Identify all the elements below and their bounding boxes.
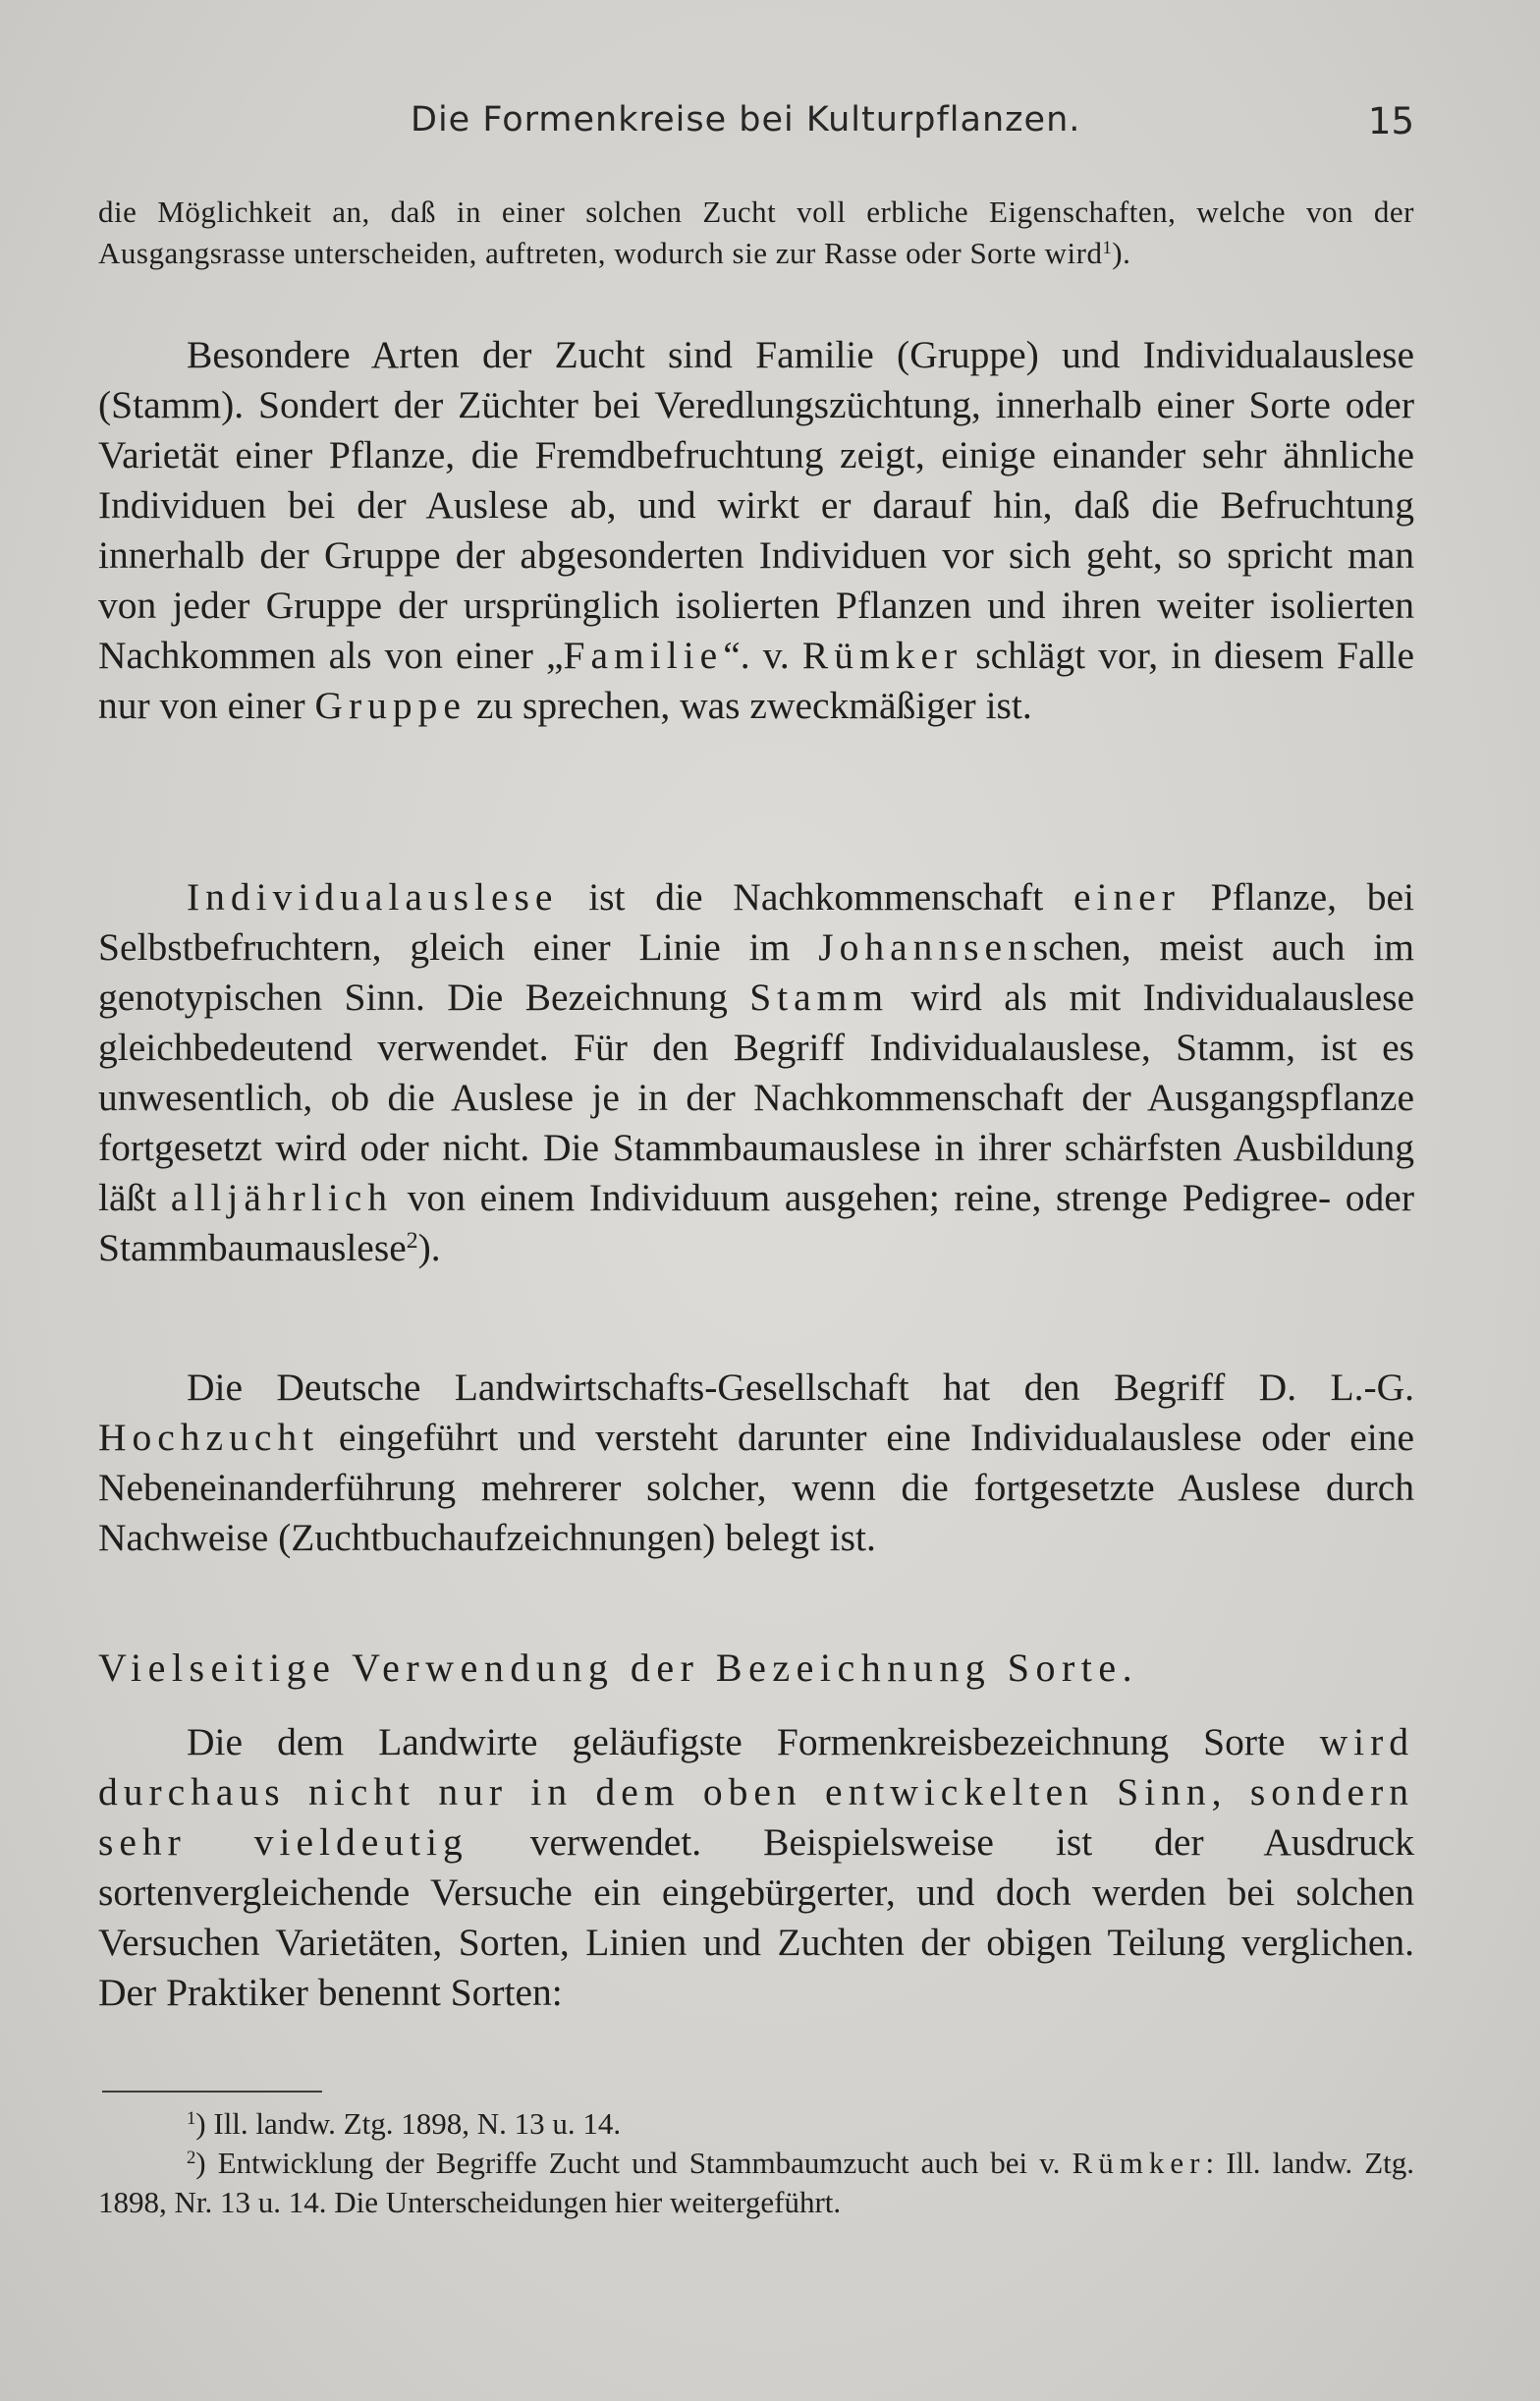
paragraph-continued: [98, 192, 1414, 273]
paragraph-text: “. v.: [723, 634, 802, 677]
paragraph-text: Pflanze, bei Selbstbefruchtern, gleich einer Linie im: [98, 875, 1415, 969]
page-number: 15: [1367, 100, 1414, 142]
footnotes: [98, 2104, 1414, 2222]
paragraph-text: ist die Nachkommenschaft: [558, 875, 1073, 919]
spaced-term-hochzucht: Hochzucht: [98, 1416, 320, 1459]
spaced-phrase: wird durchaus nicht nur in dem oben entwickelten Sinn, sondern sehr vieldeutig: [98, 1720, 1414, 1864]
paragraph-text: eingeführt und versteht darunter eine Individualauslese oder eine Nebeneinanderführung mehrerer solcher, wenn die fortgesetzte Auslese durch Nachweise (Zuchtbuchaufzeichnungen) belegt ist.: [98, 1416, 1414, 1559]
spaced-word-familie: Familie: [563, 634, 724, 677]
paragraph-text: wird als mit Individualauslese gleichbedeutend verwendet. Für den Begriff Individualauslese, Stamm, ist es unwesentlich, ob die Auslese je in der Nachkommenschaft der Ausgangspflanze fortgesetzt wird oder nicht. Die Stammbaumauslese in ihrer schärfsten Ausbildung läßt: [98, 976, 1414, 1219]
paragraph-individualauslese: [98, 872, 1414, 1273]
spaced-name-johannsen: Johannsen: [818, 925, 1033, 969]
spaced-term-individualauslese: Individualauslese: [187, 875, 559, 919]
footnote-marker: 1: [187, 2107, 196, 2129]
paragraph-zucht-arten: [98, 330, 1414, 731]
section-heading: Vielseitige Verwendung der Bezeichnung Sorte.: [98, 1646, 1139, 1690]
spaced-name-ruemker: Rümker: [1072, 2146, 1206, 2180]
paragraph-text: Besondere Arten der Zucht sind Familie (Gruppe) und Individualauslese (Stamm). Sondert der Züchter bei Veredlungszüchtung, innerhalb einer Sorte oder Varietät einer Pflanze, die Fremdbefruchtung zeigt, einige einander sehr ähnliche Individuen bei der Auslese ab, und wirkt er darauf hin, daß die Befruchtung innerhalb der Gruppe der abgesonderten Individuen vor sich geht, so spricht man von jeder Gruppe der ursprünglich isolierten Pflanzen und ihren weiter isolierten Nachkommen als von einer „: [98, 333, 1414, 677]
footnote-ref: 2: [406, 1227, 418, 1254]
footnote-marker: 2: [187, 2147, 196, 2168]
paragraph-text: zu sprechen, was zweckmäßiger ist.: [466, 684, 1032, 727]
paragraph-text: von einem Individuum ausgehen; reine, strenge Pedigree- oder Stammbaumauslese: [98, 1176, 1414, 1269]
footnote-text: ) Entwicklung der Begriffe Zucht und Stammbaumzucht auch bei v.: [195, 2146, 1072, 2180]
spaced-name-ruemker: Rümker: [801, 634, 963, 677]
paragraph-sorte: [98, 1717, 1414, 2018]
running-title: Die Formenkreise bei Kulturpflanzen.: [411, 100, 1081, 140]
paragraph-text: die Möglichkeit an, daß in einer solchen Zucht voll erbliche Eigenschaften, welche von der Ausgangsrasse unterscheiden, auftreten, wodurch sie zur Rasse oder Sorte wird: [98, 195, 1414, 270]
paragraph-dlg-hochzucht: [98, 1363, 1414, 1563]
footnote-ref: 1: [1102, 237, 1113, 258]
paragraph-text: Die dem Landwirte geläufigste Formenkreisbezeichnung Sorte: [187, 1720, 1320, 1763]
footnote-2: [98, 2144, 1414, 2222]
paragraph-tail: ).: [1112, 235, 1131, 270]
footnote-divider: [102, 2091, 322, 2093]
spaced-word-alljaehrlich: alljährlich: [170, 1176, 394, 1219]
spaced-word-einer: einer: [1072, 875, 1181, 919]
spaced-word-gruppe: Gruppe: [314, 684, 467, 727]
spaced-term-stamm: Stamm: [749, 976, 890, 1019]
footnote-text: ) Ill. landw. Ztg. 1898, N. 13 u. 14.: [195, 2106, 622, 2141]
paragraph-text: Die Deutsche Landwirtschafts-Gesellschaft hat den Begriff D. L.-G.: [187, 1366, 1414, 1409]
footnote-1: [98, 2104, 1414, 2144]
paragraph-text: verwendet. Beispielsweise ist der Ausdruck sortenvergleichende Versuche ein eingebürgerter, und doch werden bei solchen Versuchen Varietäten, Sorten, Linien und Zuchten der obigen Teilung verglichen. Der Praktiker benennt Sorten:: [98, 1820, 1414, 2014]
page-header: [98, 100, 1414, 159]
footnote-text: : Ill. landw. Ztg. 1898, Nr. 13 u. 14. Die Unterscheidungen hier weitergeführt.: [98, 2146, 1414, 2219]
paragraph-text: schlägt vor, in diesem Falle nur von einer: [98, 634, 1415, 727]
paragraph-text: schen, meist auch im genotypischen Sinn. Die Bezeichnung: [98, 925, 1414, 1019]
paragraph-tail: ).: [417, 1226, 441, 1269]
